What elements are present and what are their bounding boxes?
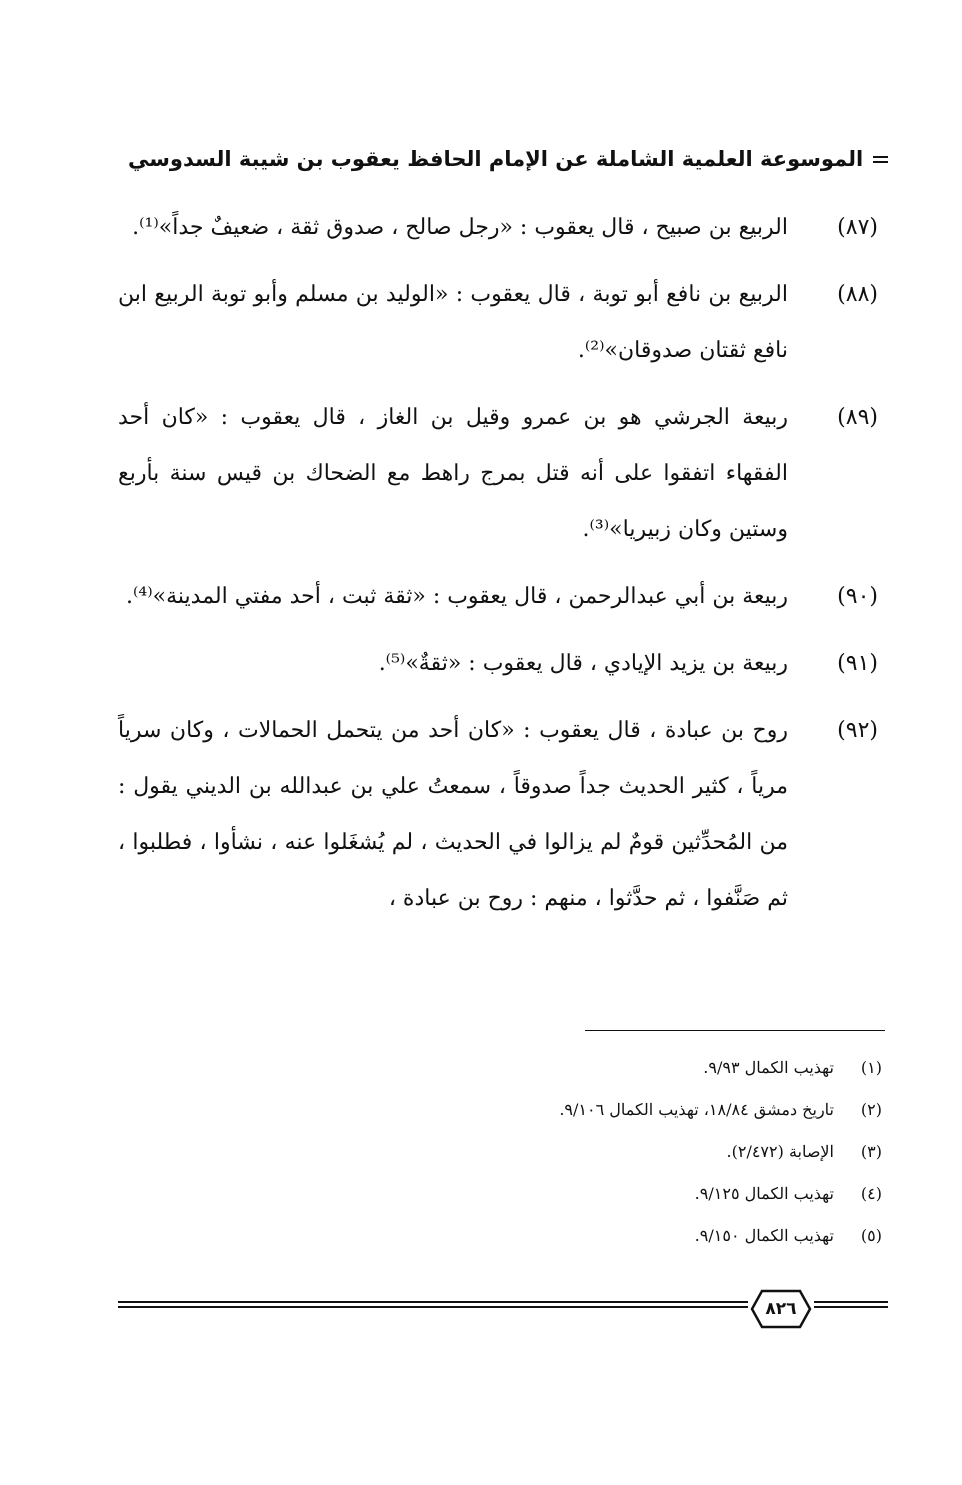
- footnote-text: تهذيب الكمال ٩/١٥٠.: [694, 1226, 834, 1245]
- footnote: [559, 1047, 882, 1089]
- entry-text: الربيع بن نافع أبو توبة ، قال يعقوب : «الوليد بن مسلم وأبو توبة الربيع ابن نافع ثقتان صدوقان»⁽²⁾.: [118, 282, 788, 363]
- entry-91: [118, 636, 878, 692]
- page-number: ٨٢٦: [765, 1299, 797, 1319]
- entry-text: روح بن عبادة ، قال يعقوب : «كان أحد من يتحمل الحمالات ، وكان سرياً مرياً ، كثير الحديث جداً صدوقاً ، سمعتُ علي بن عبدالله بن الديني يقول : من المُحدِّثين قومٌ لم يزالوا في الحديث ، لم يُشغَلوا عنه ، نشأوا ، فطلبوا ، ثم صَنَّفوا ، ثم حدَّثوا ، منهم : روح بن عبادة ،: [118, 718, 788, 911]
- page-footer: [118, 1283, 888, 1335]
- entry-90: [118, 569, 878, 625]
- entry-number: (٨٩): [837, 405, 878, 430]
- entry-number: (٨٧): [837, 215, 878, 240]
- footnote-number: (٥): [860, 1226, 882, 1245]
- footnote-number: (٣): [860, 1142, 882, 1161]
- entry-88: [118, 267, 878, 379]
- footnote: [559, 1173, 882, 1215]
- footnote-number: (٤): [860, 1184, 882, 1203]
- page-title: الموسوعة العلمية الشاملة عن الإمام الحافظ يعقوب بن شيبة السدوسي: [128, 147, 864, 171]
- footnote-text: تاريخ دمشق ١٨/٨٤، تهذيب الكمال ٩/١٠٦.: [559, 1100, 834, 1119]
- footnote-number: (١): [860, 1058, 882, 1077]
- footnote-number: (٢): [860, 1100, 882, 1119]
- footnote: [559, 1089, 882, 1131]
- entry-number: (٩١): [837, 651, 878, 676]
- footnote-text: الإصابة (٢/٤٧٢).: [726, 1142, 834, 1161]
- footnotes: [559, 1047, 882, 1257]
- entry-text: ربيعة بن يزيد الإيادي ، قال يعقوب : «ثقةٌ»⁽⁵⁾.: [378, 651, 788, 676]
- footnote-text: تهذيب الكمال ٩/٩٣.: [703, 1058, 834, 1077]
- entry-text: ربيعة الجرشي هو بن عمرو وقيل بن الغاز ، قال يعقوب : «كان أحد الفقهاء اتفقوا على أنه قتل بمرج راهط مع الضحاك بن قيس سنة بأربع وستين وكان زبيريا»⁽³⁾.: [118, 405, 788, 542]
- page-number-badge: [750, 1289, 812, 1329]
- entry-number: (٩٠): [837, 584, 878, 609]
- footer-rule-left: [118, 1301, 748, 1308]
- entry-92: [118, 703, 878, 927]
- entry-number: (٨٨): [837, 282, 878, 307]
- footnote-text: تهذيب الكمال ٩/١٢٥.: [694, 1184, 834, 1203]
- entry-text: الربيع بن صبيح ، قال يعقوب : «رجل صالح ، صدوق ثقة ، ضعيفٌ جداً»⁽¹⁾.: [132, 215, 788, 240]
- running-header: [118, 142, 888, 176]
- footer-rule-right: [814, 1301, 888, 1308]
- entry-number: (٩٢): [837, 718, 878, 743]
- footnote-separator: [585, 1030, 885, 1031]
- entry-87: [118, 200, 878, 256]
- entry-89: [118, 390, 878, 558]
- biography-entries: [118, 200, 878, 938]
- footnote: [559, 1131, 882, 1173]
- footnote: [559, 1215, 882, 1257]
- entry-text: ربيعة بن أبي عبدالرحمن ، قال يعقوب : «ثقة ثبت ، أحد مفتي المدينة»⁽⁴⁾.: [126, 584, 788, 609]
- header-rule-right: [873, 156, 888, 163]
